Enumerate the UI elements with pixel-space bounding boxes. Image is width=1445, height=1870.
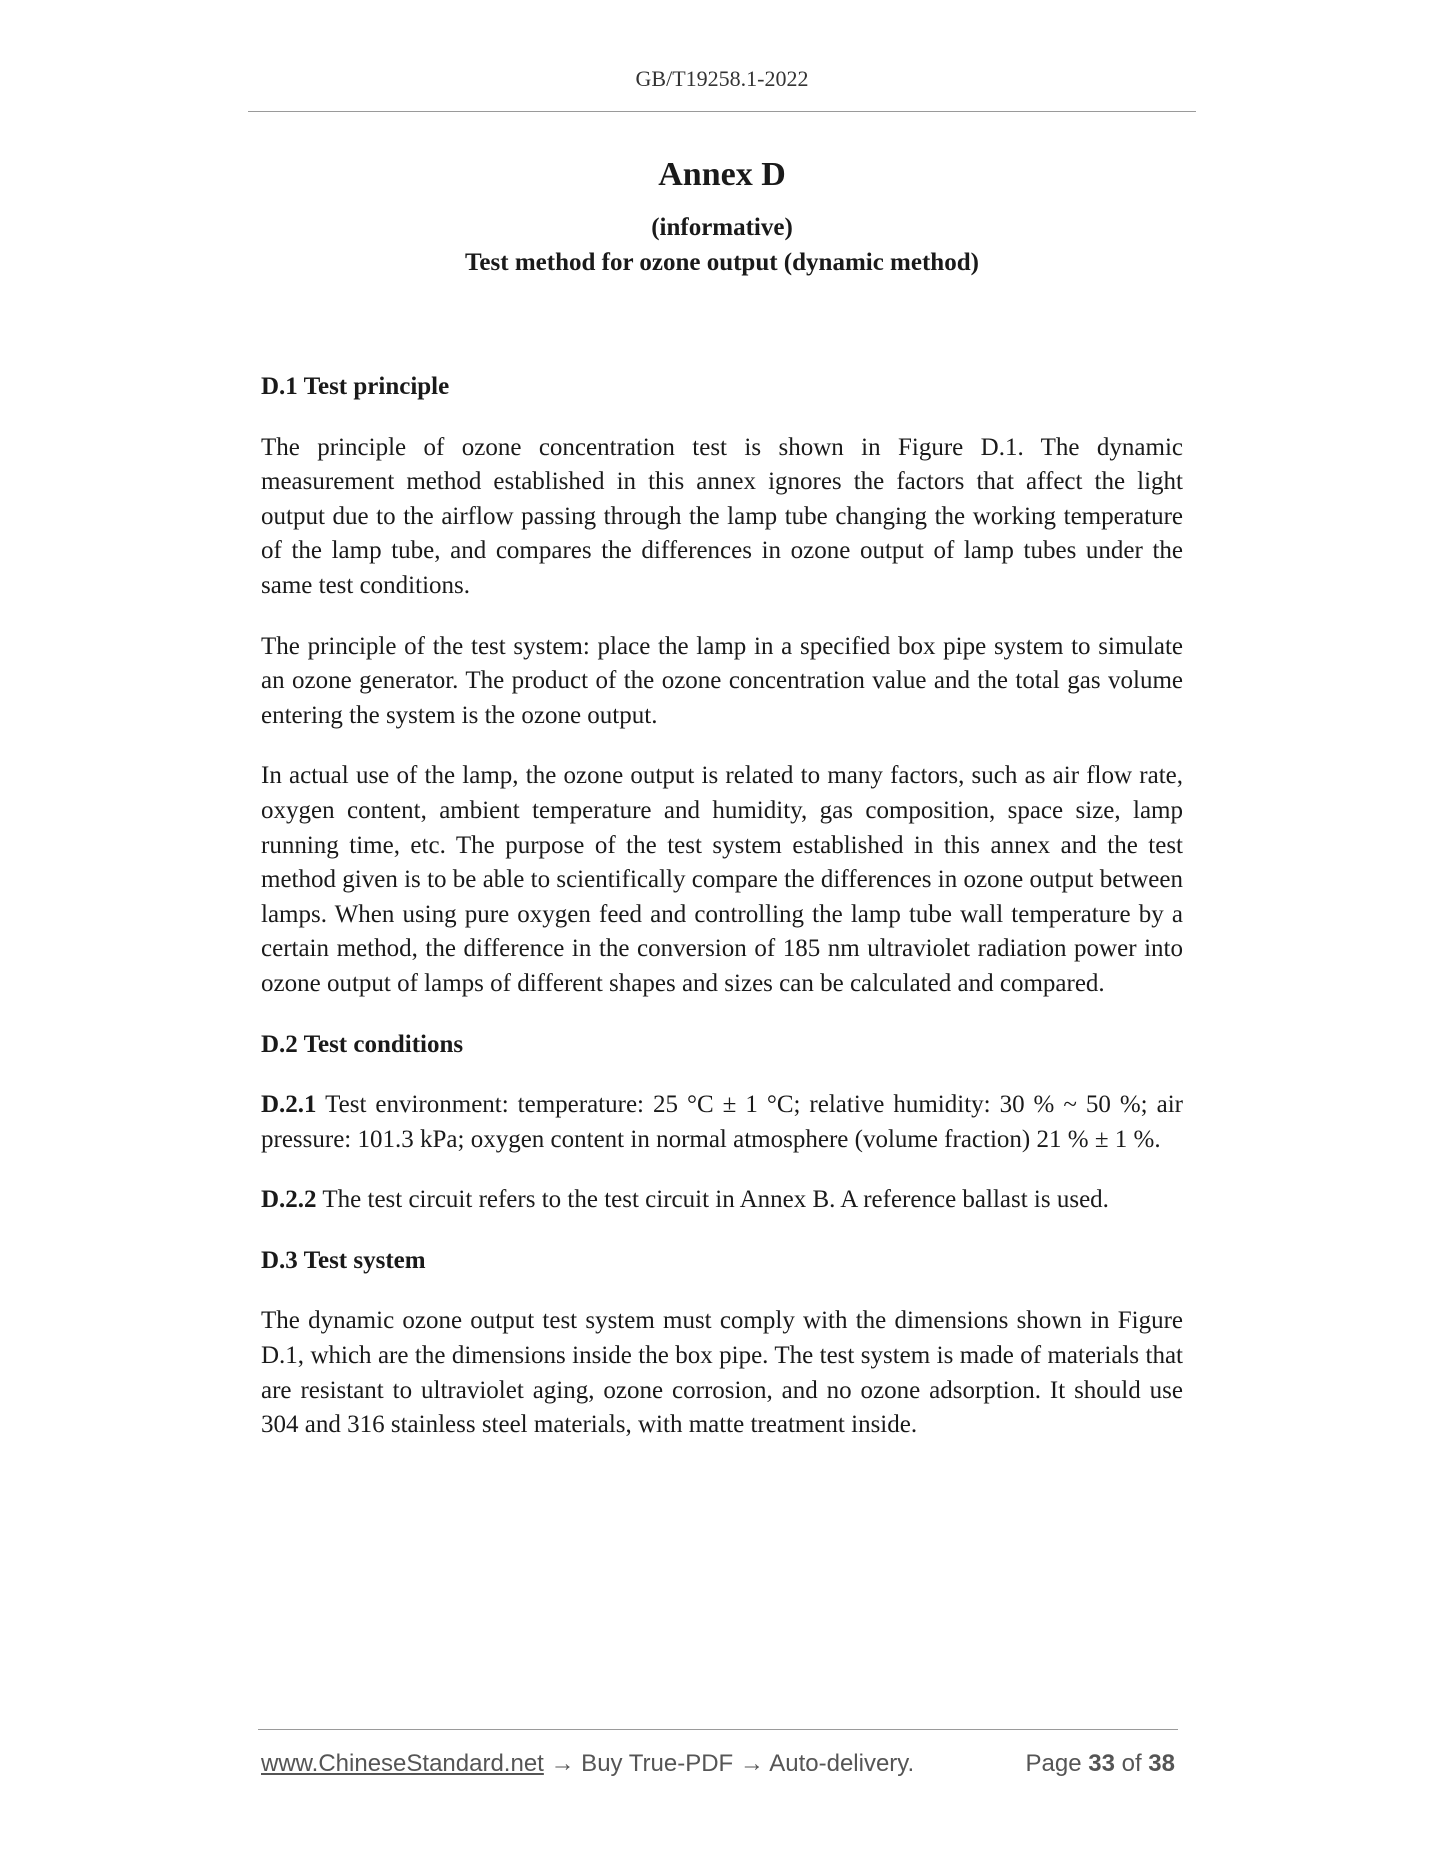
clause-d2-1 [261, 1088, 1183, 1157]
clause-number-d2-2: D.2.2 [261, 1186, 317, 1214]
website-link[interactable]: www.ChineseStandard.net [261, 1750, 544, 1777]
annex-type-label: (informative) [651, 214, 793, 241]
section-heading-d3: D.3 Test system [261, 1246, 426, 1274]
document-body [261, 370, 1183, 1469]
paragraph-d1-1: The principle of ozone concentration test is shown in Figure D.1. The dynamic measurement method established in this annex ignores the factors that affect the light output due to the airflow passing through the lamp tube changing the working temperature of the lamp tube, and compares the differences in ozone output of lamp tubes under the same test conditions. [261, 433, 1183, 599]
section-heading-d2: D.2 Test conditions [261, 1030, 464, 1058]
paragraph-d1-3: In actual use of the lamp, the ozone output is related to many factors, such as air flow rate, oxygen content, ambient temperature and humidity, gas composition, space size, lamp running time, etc. The purpose of the test system established in this annex and the test method given is to be able to scientifically compare the differences in ozone output between lamps. When using pure oxygen feed and controlling the lamp tube wall temperature by a certain method, the difference in the conversion of 185 nm ultraviolet radiation power into ozone output of lamps of different shapes and sizes can be calculated and compared. [261, 762, 1183, 997]
section-heading-d1: D.1 Test principle [261, 373, 450, 400]
page-label: Page [1025, 1750, 1082, 1777]
clause-text-d2-2: The test circuit refers to the test circuit in Annex B. A reference ballast is used. [322, 1186, 1109, 1214]
footer-promo-text: → Buy True-PDF → Auto-delivery. [543, 1750, 915, 1777]
header-divider [248, 111, 1196, 112]
annex-subtitle: Test method for ozone output (dynamic method) [465, 249, 979, 276]
clause-number-d2-1: D.2.1 [261, 1091, 317, 1119]
footer-divider [258, 1729, 1178, 1730]
page-of-label: of [1121, 1750, 1142, 1777]
paragraph-d3-1: The dynamic ozone output test system must comply with the dimensions shown in Figure D.1, which are the dimensions inside the box pipe. The test system is made of materials that are resistant to ultraviolet aging, ozone corrosion, and no ozone adsorption. It should use 304 and 316 stainless steel materials, with matte treatment inside. [261, 1307, 1183, 1439]
paragraph-d1-2: The principle of the test system: place the lamp in a specified box pipe system to simulate an ozone generator. The product of the ozone concentration value and the total gas volume entering the system is the ozone output. [261, 632, 1183, 729]
page-total-number: 38 [1148, 1750, 1175, 1777]
page-footer [261, 1750, 1181, 1778]
document-id-header: GB/T19258.1-2022 [635, 66, 809, 91]
page-indicator [1026, 1750, 1176, 1778]
page-current-number: 33 [1088, 1750, 1115, 1777]
clause-d2-2 [261, 1183, 1183, 1218]
clause-text-d2-1: Test environment: temperature: 25 °C ± 1 °C; relative humidity: 30 % ~ 50 %; air pressure: 101.3 kPa; oxygen content in normal atmosphere (volume fraction) 21 % ± 1 %. [261, 1091, 1183, 1153]
annex-title: Annex D [658, 156, 786, 193]
